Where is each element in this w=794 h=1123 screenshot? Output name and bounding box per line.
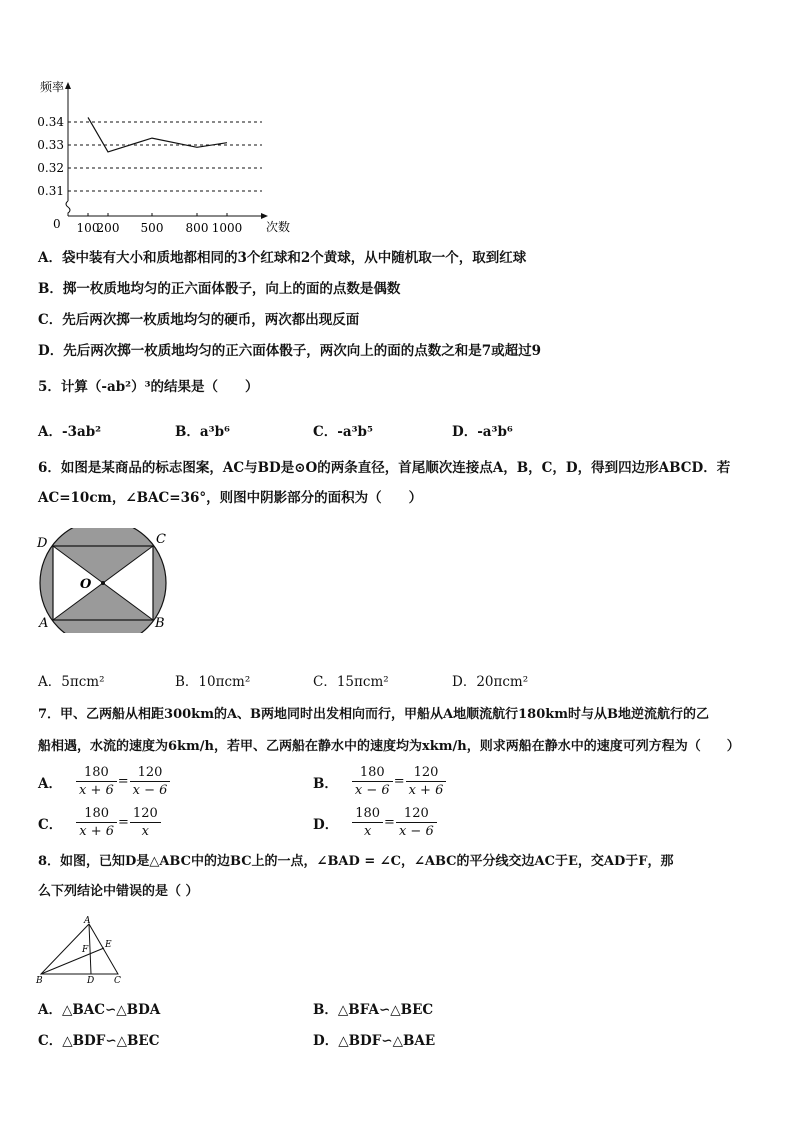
fraction: $\frac{180}{x + 6}$ — [76, 805, 117, 840]
y-tick-label: 0.34 — [37, 115, 64, 129]
label-d: D — [87, 976, 95, 986]
label-c: C — [156, 532, 166, 547]
label-a: A — [84, 916, 91, 926]
q4-option-a: A．袋中装有大小和质地都相同的3个红球和2个黄球，从中随机取一个，取到红球 — [38, 250, 527, 266]
label-b: B — [155, 616, 165, 631]
x-tick-label: 800 — [185, 221, 209, 235]
q4-option-b: B．掷一枚质地均匀的正六面体骰子，向上的面的点数是偶数 — [38, 281, 401, 297]
y-axis-break — [66, 201, 70, 216]
label-e: E — [105, 940, 112, 950]
y-axis-arrow — [65, 82, 71, 89]
q5-stem: 5．计算（-ab²）³的结果是（ ） — [38, 379, 259, 395]
origin-label: 0 — [53, 217, 61, 231]
x-tick-label: 200 — [96, 221, 120, 235]
q6-option-a: A．5πcm² — [38, 674, 105, 690]
q6-option-d: D．20πcm² — [452, 674, 529, 690]
fraction: $\frac{120}{x - 6}$ — [130, 764, 171, 799]
label-f: F — [82, 945, 89, 955]
q8-figure — [34, 914, 134, 986]
q7-option-d: D． $\frac{180}{x}$ = $\frac{120}{x - 6}$ — [313, 805, 437, 840]
q7-stem-line2: 船相遇，水流的速度为6km/h，若甲、乙两船在静水中的速度均为xkm/h，则求两船在静水中的速度可列方程为（ ） — [38, 739, 740, 754]
fraction: $\frac{120}{x}$ — [130, 805, 161, 840]
series-line — [88, 117, 227, 151]
y-tick-label: 0.33 — [37, 138, 64, 152]
fraction: $\frac{120}{x + 6}$ — [406, 764, 447, 799]
fraction: $\frac{120}{x - 6}$ — [396, 805, 437, 840]
q7-option-b: B． $\frac{180}{x - 6}$ = $\frac{120}{x + 6}$ — [313, 764, 446, 799]
segment-be — [41, 948, 104, 974]
frequency-chart — [30, 78, 300, 238]
q5-option-d: D．-a³b⁶ — [452, 424, 513, 440]
x-tick-label: 100 — [76, 221, 100, 235]
label-o: O — [80, 577, 92, 592]
q6-option-c: C．15πcm² — [313, 674, 389, 690]
q7-stem-line1: 7．甲、乙两船从相距300km的A、B两地同时出发相向而行，甲船从A地顺流航行180km时与从B地逆流航行的乙 — [38, 707, 709, 722]
q8-option-d: D．△BDF∽△BAE — [313, 1033, 436, 1049]
fraction: $\frac{180}{x - 6}$ — [352, 764, 393, 799]
x-axis-label: 次数 — [266, 220, 291, 234]
center-point — [101, 581, 105, 585]
q6-figure — [30, 528, 180, 633]
q8-option-c: C．△BDF∽△BEC — [38, 1033, 160, 1049]
q7-option-a: A． $\frac{180}{x + 6}$ = $\frac{120}{x - 6}$ — [38, 764, 170, 799]
q6-option-b: B．10πcm² — [175, 674, 251, 690]
q5-option-c: C．-a³b⁵ — [313, 424, 373, 440]
label-b: B — [36, 976, 43, 986]
label-a: A — [39, 616, 49, 631]
x-tick-label: 500 — [140, 221, 164, 235]
y-axis-label: 频率 — [40, 80, 65, 94]
q8-stem-line2: 么下列结论中错误的是（ ） — [38, 884, 199, 899]
y-tick-label: 0.31 — [37, 184, 64, 198]
q4-option-d: D．先后两次掷一枚质地均匀的正六面体骰子，两次向上的面的点数之和是7或超过9 — [38, 343, 542, 359]
q8-option-a: A．△BAC∽△BDA — [38, 1002, 161, 1018]
label-d: D — [37, 536, 48, 551]
q6-stem: 6．如图是某商品的标志图案，AC与BD是⊙O的两条直径，首尾顺次连接点A，B，C，D，得到四边形ABCD．若AC=10cm，∠BAC=36°，则图中阴影部分的面积为（ ） — [38, 460, 731, 506]
fraction: $\frac{180}{x}$ — [352, 805, 383, 840]
label-c: C — [114, 976, 121, 986]
segment-ad — [89, 924, 91, 974]
q5-option-a: A．-3ab² — [38, 424, 102, 440]
q8-option-b: B．△BFA∽△BEC — [313, 1002, 434, 1018]
q4-option-c: C．先后两次掷一枚质地均匀的硬币，两次都出现反面 — [38, 312, 360, 328]
x-axis-arrow — [261, 213, 268, 219]
q5-option-b: B．a³b⁶ — [175, 424, 230, 440]
q8-stem-line1: 8．如图，已知D是△ABC中的边BC上的一点，∠BAD = ∠C，∠ABC的平分线交边AC于E，交AD于F，那 — [38, 854, 674, 869]
fraction: $\frac{180}{x + 6}$ — [76, 764, 117, 799]
q7-option-c: C． $\frac{180}{x + 6}$ = $\frac{120}{x}$ — [38, 805, 161, 840]
x-tick-label: 1000 — [211, 221, 243, 235]
y-tick-label: 0.32 — [37, 161, 64, 175]
